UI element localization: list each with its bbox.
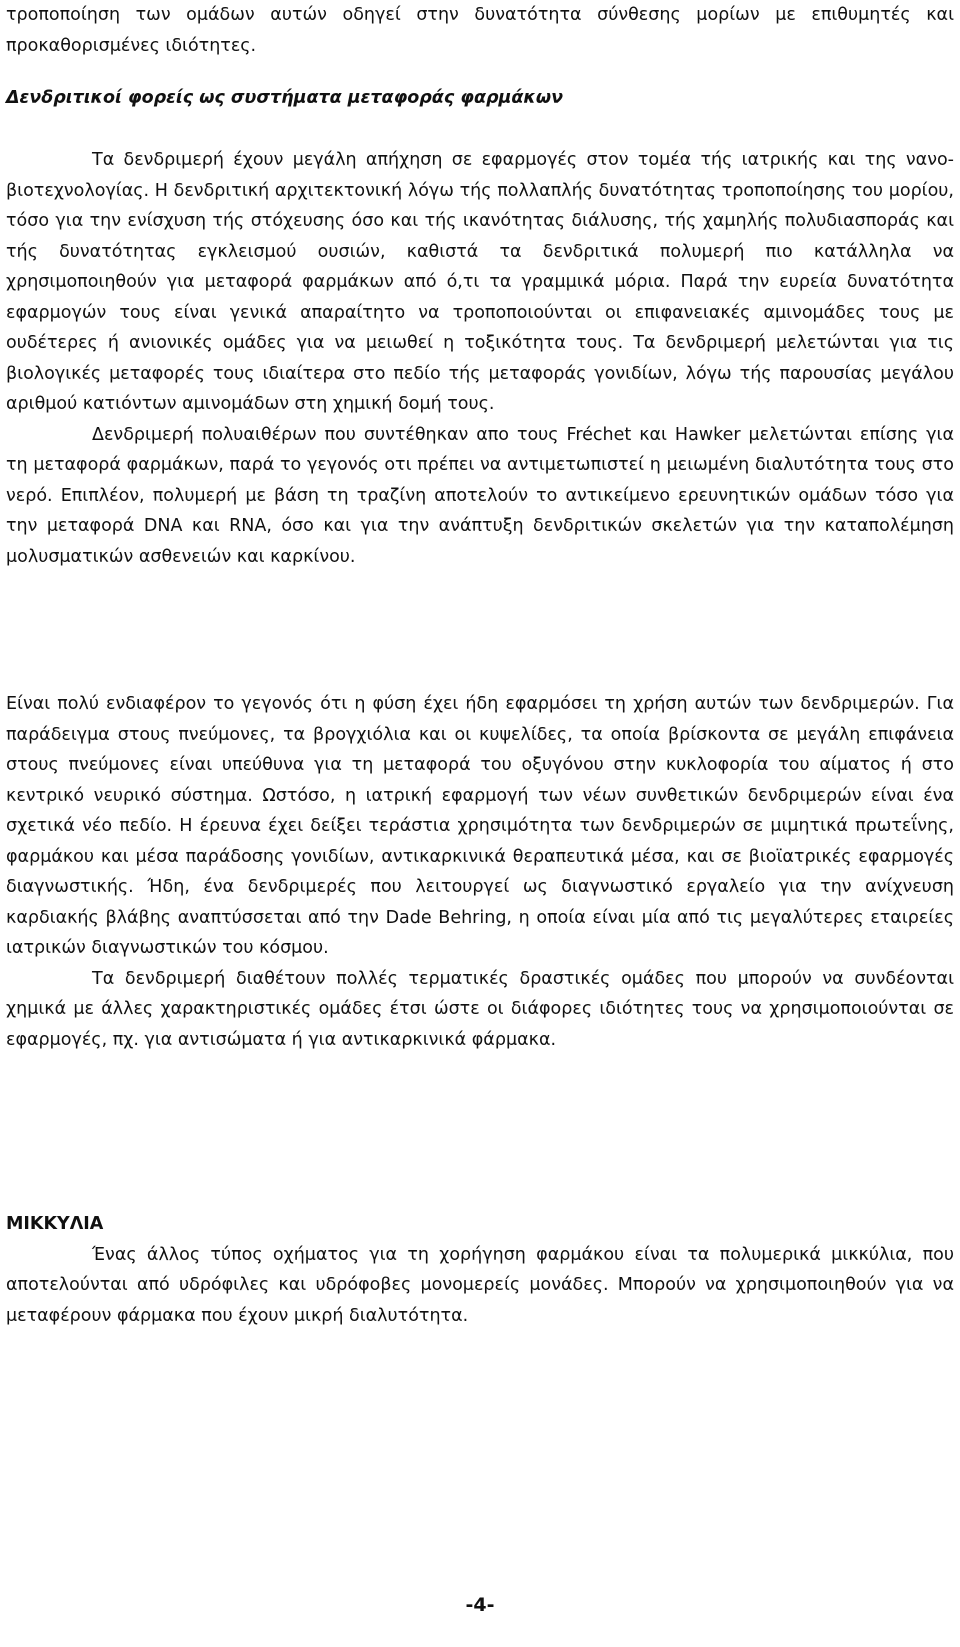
continuation-paragraph: τροποποίηση των ομάδων αυτών οδηγεί στην δυνατότητα σύνθεσης μορίων με επιθυμητές και προκαθορισμένες ιδιότητες.	[6, 5, 954, 56]
section-heading-micelles: ΜΙΚΚΥΛΙΑ	[6, 1214, 104, 1234]
micelles-section	[6, 1209, 954, 1331]
section-heading-dendritic: Δενδριτικοί φορείς ως συστήματα μεταφοράς φαρμάκων	[6, 88, 563, 108]
nature-section	[6, 689, 954, 1055]
dendritic-section	[6, 145, 954, 572]
paragraph-dendritic-2: Δενδριμερή πολυαιθέρων που συντέθηκαν απο τους Fréchet και Hawker μελετώνται επίσης για τη μεταφορά φαρμάκων, παρά το γεγονός οτι πρέπει να αντιμετωπιστεί η μειωμένη διαλυτότητα τους στο νερό. Επιπλέον, πολυμερή με βάση τη τραζίνη αποτελούν το αντικείμενο ερευνητικών ομάδων τόσο για την μεταφορά DNA και RNA, όσο και για την ανάπτυξη δενδριτικών σκελετών για την καταπολέμηση μολυσματικών ασθενειών και καρκίνου.	[6, 424, 954, 567]
paragraph-dendritic-1: Τα δενδριμερή έχουν μεγάλη απήχηση σε εφαρμογές στον τομέα τής ιατρικής και της νανο-βιοτεχνολογίας. Η δενδριτική αρχιτεκτονική λόγω τής πολλαπλής δυνατότητας τροποποίησης του μορίου, τόσο για την ενίσχυση τής στόχευσης όσο και τής ικανότητας διάλυσης, τής χαμηλής πολυδιασποράς και τής δυνατότητας εγκλεισμού ουσιών, καθιστά τα δενδριτικά πολυμερή πιο κατάλληλα να χρησιμοποιηθούν για μεταφορά φαρμάκων από ό,τι τα γραμμικά μόρια. Παρά την ευρεία δυνατότητα εφαρμογών τους είναι γενικά απαραίτητο να τροποποιούνται οι επιφανειακές αμινομάδες τους με ουδέτερες ή ανιονικές ομάδες για να μειωθεί η τοξικότητα τους. Τα δενδριμερή μελετώνται για τις βιολογικές μεταφορές τους ιδιαίτερα στο πεδίο τής μεταφοράς γονιδίων, λόγω τής παρουσίας μεγάλου αριθμού κατιόντων αμινομάδων στη χημική δομή τους.	[6, 150, 954, 414]
dendritic-heading-block	[6, 83, 954, 114]
page-number: -4-	[465, 1594, 495, 1616]
continuation-block	[6, 0, 954, 61]
paragraph-nature-2: Τα δενδριμερή διαθέτουν πολλές τερματικές δραστικές ομάδες που μπορούν να συνδέονται χημικά με άλλες χαρακτηριστικές ομάδες έτσι ώστε οι διάφορες ιδιότητες τους να χρησιμοποιούνται σε εφαρμογές, πχ. για αντισώματα ή για αντικαρκινικά φάρμακα.	[6, 968, 954, 1050]
paragraph-micelles-1: Ένας άλλος τύπος οχήματος για τη χορήγηση φαρμάκου είναι τα πολυμερικά μικκύλια, που αποτελούνται από υδρόφιλες και υδρόφοβες μονομερείς μονάδες. Μπορούν να χρησιμοποιηθούν για να μεταφέρουν φάρμακα που έχουν μικρή διαλυτότητα.	[6, 1244, 954, 1326]
paragraph-nature-1: Είναι πολύ ενδιαφέρον το γεγονός ότι η φύση έχει ήδη εφαρμόσει τη χρήση αυτών των δενδριμερών. Για παράδειγμα στους πνεύμονες, τα βρογχιόλια και οι κυψελίδες, τα οποία βρίσκοντα σε μεγάλη επιφάνεια στους πνεύμονες είναι υπεύθυνα για τη μεταφορά του οξυγόνου στην κυκλοφορία του αίματος ή στο κεντρικό νευρικό σύστημα. Ωστόσο, η ιατρική εφαρμογή των νέων συνθετικών δενδριμερών είναι ένα σχετικά νέο πεδίο. Η έρευνα έχει δείξει τεράστια χρησιμότητα των δενδριμερών σε μιμητικά πρωτεΐνης, φαρμάκου και μέσα παράδοσης γονιδίων, αντικαρκινικά θεραπευτικά μέσα, και σε βιοϊατρικές εφαρμογές διαγνωστικής. Ήδη, ένα δενδριμερές που λειτουργεί ως διαγνωστικό εργαλείο για την ανίχνευση καρδιακής βλάβης αναπτύσσεται από την Dade Behring, η οποία είναι μία από τις μεγαλύτερες εταιρείες ιατρικών διαγνωστικών του κόσμου.	[6, 694, 954, 958]
